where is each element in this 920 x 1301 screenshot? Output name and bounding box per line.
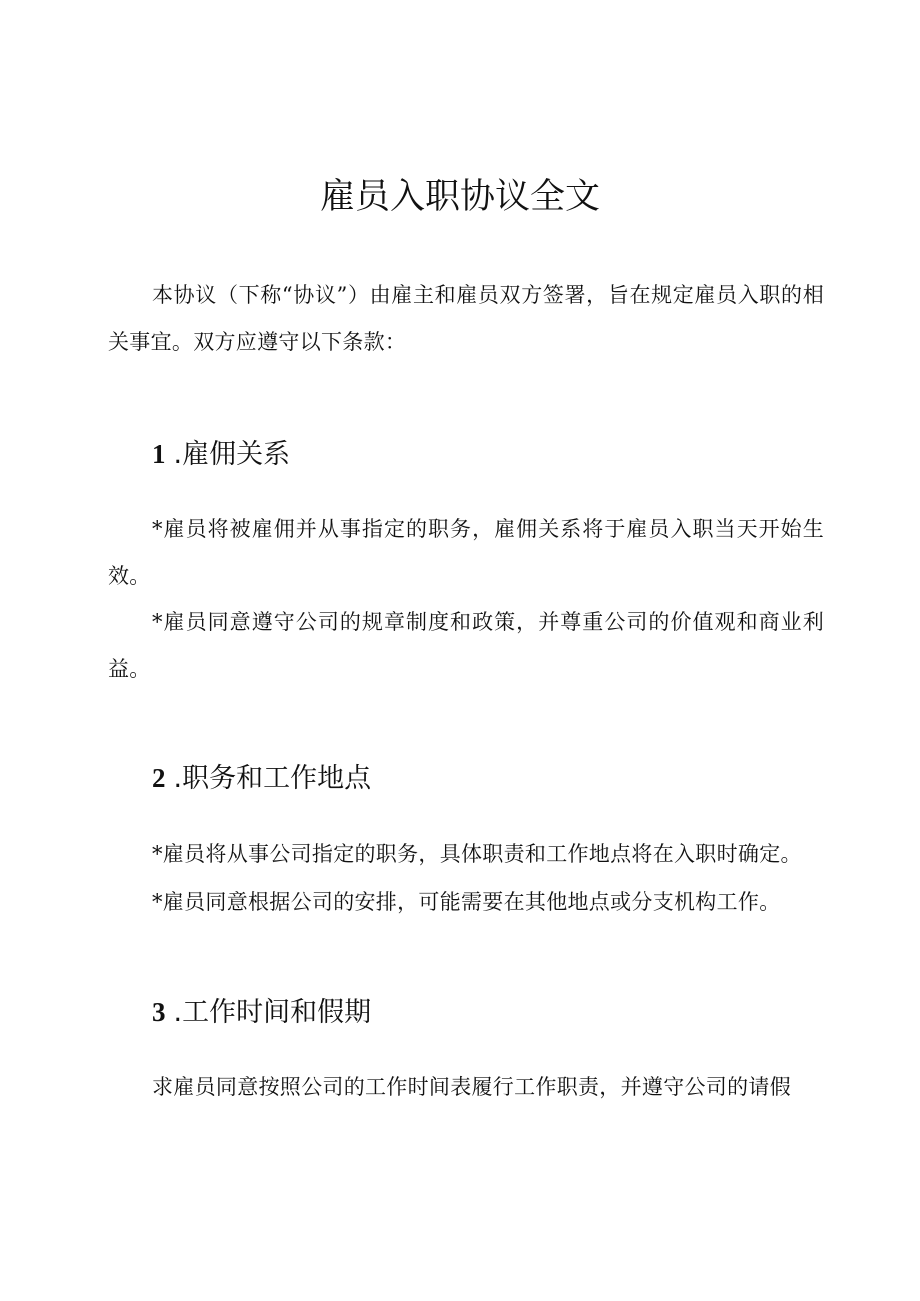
section-2-item-1: *雇员将从事公司指定的职务，具体职责和工作地点将在入职时确定。: [152, 842, 802, 866]
section-3-item-1: 求雇员同意按照公司的工作时间表履行工作职责，并遵守公司的请假: [152, 1075, 791, 1099]
section-1-item-1: *雇员将被雇佣并从事指定的职务，雇佣关系将于雇员入职当天开始生效。: [108, 517, 824, 588]
section-title: .工作时间和假期: [173, 997, 372, 1028]
section-heading-2: [152, 758, 371, 799]
section-number: 3: [152, 997, 166, 1027]
section-1-item-2: *雇员同意遵守公司的规章制度和政策，并尊重公司的价值观和商业利益。: [108, 610, 824, 681]
section-title: .雇佣关系: [173, 439, 291, 470]
section-2-item-2: *雇员同意根据公司的安排，可能需要在其他地点或分支机构工作。: [152, 890, 781, 914]
document-title: 雇员入职协议全文: [319, 177, 600, 217]
section-number: 2: [152, 763, 166, 793]
section-heading-3: [152, 992, 371, 1033]
section-heading-1: [152, 434, 290, 475]
intro-paragraph: 本协议（下称“协议”）由雇主和雇员双方签署，旨在规定雇员入职的相关事宜。双方应遵守以下条款：: [108, 283, 824, 354]
section-number: 1: [152, 439, 166, 469]
section-title: .职务和工作地点: [173, 763, 372, 794]
